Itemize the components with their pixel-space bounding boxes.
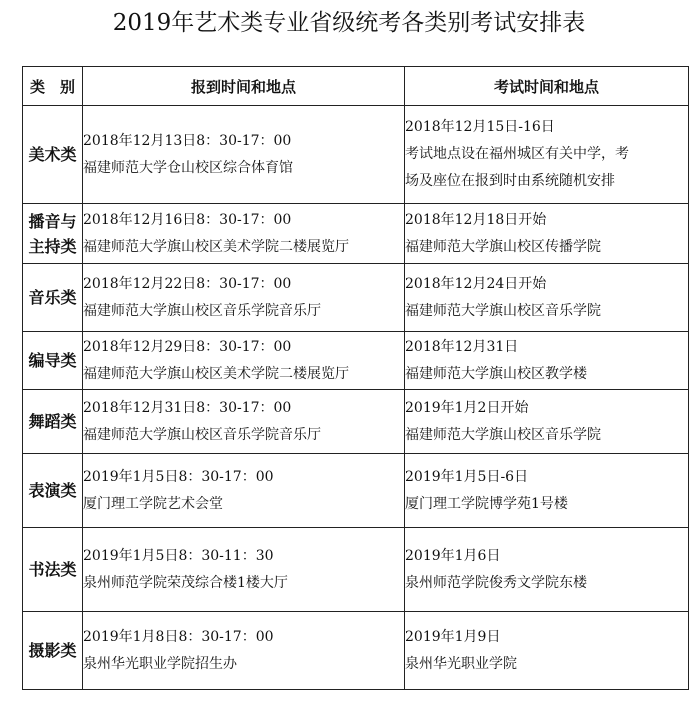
report-time: 2018年12月31日8：30-17：00 (83, 399, 292, 416)
exam-place: 福建师范大学旗山校区教学楼 (405, 365, 587, 382)
table-header-row (23, 67, 689, 106)
exam-time: 2019年1月5日-6日 (405, 468, 529, 485)
category-cell (23, 332, 83, 390)
report-cell (83, 204, 405, 264)
report-cell (83, 264, 405, 332)
report-place: 福建师范大学旗山校区音乐学院音乐厅 (83, 302, 321, 319)
category-cell (23, 390, 83, 454)
report-place: 泉州华光职业学院招生办 (83, 655, 237, 672)
report-place: 厦门理工学院艺术会堂 (83, 495, 223, 512)
report-time: 2019年1月8日8：30-17：00 (83, 628, 274, 645)
report-place: 泉州师范学院荣茂综合楼1楼大厅 (83, 574, 288, 591)
table-row (23, 454, 689, 528)
table-row (23, 204, 689, 264)
header-report: 报到时间和地点 (83, 67, 405, 106)
report-cell (83, 106, 405, 204)
report-time: 2018年12月16日8：30-17：00 (83, 211, 292, 228)
exam-place: 厦门理工学院博学苑1号楼 (405, 495, 568, 512)
table-row (23, 106, 689, 204)
category-cell (23, 454, 83, 528)
table-row (23, 528, 689, 612)
exam-time: 2019年1月9日 (405, 628, 501, 645)
exam-time: 2018年12月24日开始 (405, 275, 547, 292)
exam-time: 2019年1月2日开始 (405, 399, 529, 416)
exam-time: 2018年12月31日 (405, 338, 519, 355)
report-place: 福建师范大学仓山校区综合体育馆 (83, 159, 293, 176)
exam-cell (405, 264, 689, 332)
report-cell (83, 454, 405, 528)
table-row (23, 612, 689, 690)
exam-place: 泉州华光职业学院 (405, 655, 517, 672)
category-label: 编导类 (28, 351, 77, 370)
exam-cell (405, 106, 689, 204)
category-label: 舞蹈类 (28, 412, 77, 431)
exam-time: 2019年1月6日 (405, 547, 501, 564)
exam-cell (405, 390, 689, 454)
header-exam: 考试时间和地点 (405, 67, 689, 106)
report-time: 2018年12月29日8：30-17：00 (83, 338, 292, 355)
exam-place: 福建师范大学旗山校区音乐学院 (405, 426, 601, 443)
exam-time: 2018年12月15日-16日 (405, 119, 555, 135)
report-time: 2019年1月5日8：30-11：30 (83, 547, 274, 564)
header-category: 类 别 (23, 67, 83, 106)
report-cell (83, 528, 405, 612)
report-place: 福建师范大学旗山校区美术学院二楼展览厅 (83, 365, 349, 382)
exam-cell (405, 612, 689, 690)
exam-place: 福建师范大学旗山校区传播学院 (405, 238, 601, 255)
category-label: 摄影类 (28, 641, 77, 660)
exam-cell (405, 454, 689, 528)
exam-place: 考试地点设在福州城区有关中学，考 (405, 146, 629, 162)
exam-cell (405, 528, 689, 612)
report-time: 2018年12月13日8：30-17：00 (83, 132, 292, 149)
category-label: 音乐类 (28, 288, 77, 307)
category-label: 美术类 (28, 145, 77, 164)
exam-time: 2018年12月18日开始 (405, 211, 547, 228)
report-cell (83, 390, 405, 454)
exam-place-note: 场及座位在报到时由系统随机安排 (405, 173, 615, 189)
report-cell (83, 332, 405, 390)
report-time: 2018年12月22日8：30-17：00 (83, 275, 292, 292)
page-title: 2019年艺术类专业省级统考各类别考试安排表 (112, 10, 586, 36)
report-place: 福建师范大学旗山校区美术学院二楼展览厅 (83, 238, 349, 255)
table-row (23, 332, 689, 390)
exam-cell (405, 204, 689, 264)
category-cell (23, 264, 83, 332)
exam-place: 福建师范大学旗山校区音乐学院 (405, 302, 601, 319)
category-label: 表演类 (28, 481, 77, 500)
category-label-line2: 主持类 (28, 236, 77, 256)
category-cell (23, 528, 83, 612)
category-cell (23, 612, 83, 690)
category-cell (23, 106, 83, 204)
category-label: 播音与 (28, 211, 77, 231)
category-label: 书法类 (28, 560, 77, 579)
exam-place: 泉州师范学院俊秀文学院东楼 (405, 574, 587, 591)
exam-cell (405, 332, 689, 390)
report-time: 2019年1月5日8：30-17：00 (83, 468, 274, 485)
report-cell (83, 612, 405, 690)
schedule-table (22, 66, 689, 690)
report-place: 福建师范大学旗山校区音乐学院音乐厅 (83, 426, 321, 443)
category-cell (23, 204, 83, 264)
table-row (23, 264, 689, 332)
table-row (23, 390, 689, 454)
